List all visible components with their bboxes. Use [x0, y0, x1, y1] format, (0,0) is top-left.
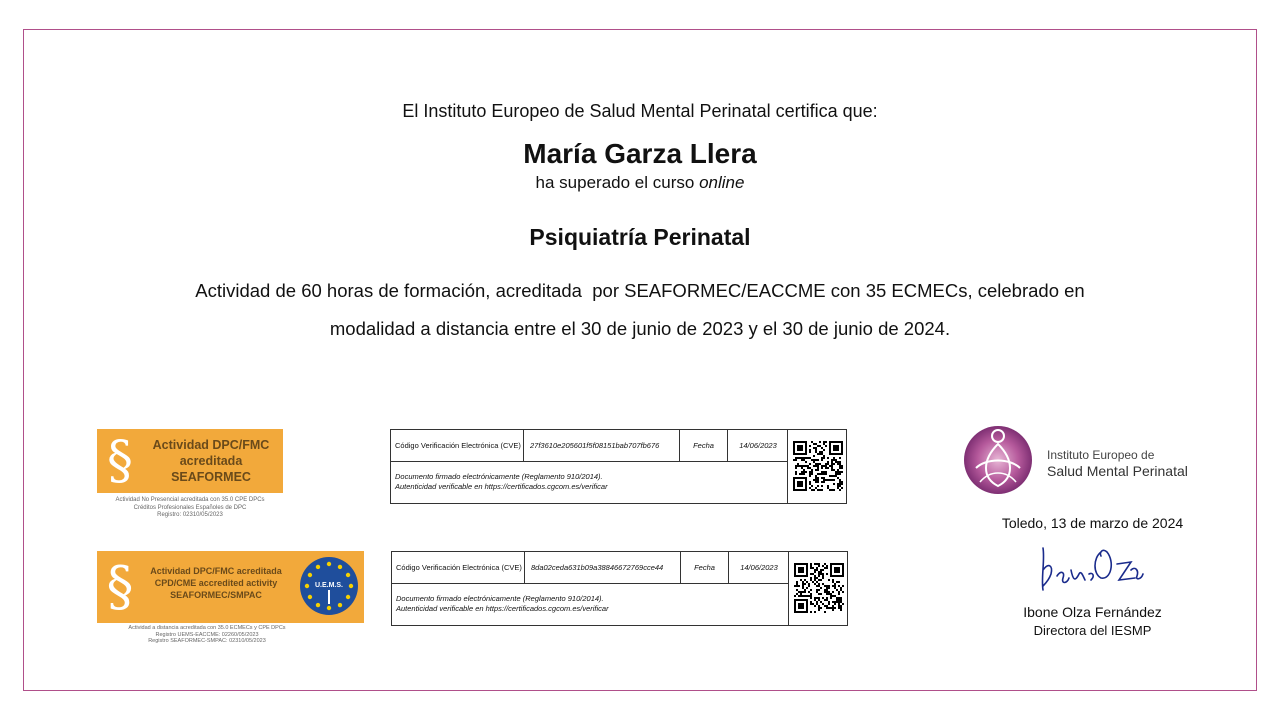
- cve-header-row: [391, 430, 788, 462]
- course-description: [0, 272, 1280, 348]
- eu-star: [305, 584, 309, 588]
- badge-fineprint-line-1: Actividad a distancia acreditada con 35.0 ECMECs y CPE DPCs: [128, 625, 286, 631]
- badge-title-line-1: Actividad DPC/FMC: [152, 438, 270, 452]
- badge-title-line-3: SEAFORMEC/SMPAC: [170, 590, 262, 600]
- passed-label: ha superado el curso: [535, 173, 695, 192]
- iesmp-logo-icon: [962, 420, 1032, 496]
- institute-name-line-2: Salud Mental Perinatal: [1047, 463, 1188, 479]
- badge-title-line-2: acreditada: [179, 454, 243, 468]
- eu-star: [316, 565, 320, 569]
- qr-code-icon: [794, 560, 844, 616]
- badge-title: [141, 437, 281, 485]
- course-title: Psiquiatría Perinatal: [529, 224, 751, 250]
- cve-doc-line-2: Autenticidad verificable en https://certificados.cgcom.es/verificar: [395, 482, 608, 491]
- cve-signature-row: [391, 462, 788, 503]
- badge-fineprint: [97, 497, 283, 520]
- signer-role: Directora del IESMP: [1033, 623, 1152, 638]
- section-sign-icon: §: [107, 431, 133, 491]
- recipient-name: María Garza Llera: [523, 138, 757, 169]
- description-line-1: Actividad de 60 horas de formación, acreditada por SEAFORMEC/EACCME con 35 ECMECs, celebrado en: [195, 280, 1085, 301]
- cve-date: 14/06/2023: [739, 441, 777, 450]
- seaformec-smpac-badge: [97, 551, 364, 651]
- cve-doc-line-1: Documento firmado electrónicamente (Reglamento 910/2014).: [396, 594, 604, 603]
- cve-doc-line-2: Autenticidad verificable en https://certificados.cgcom.es/verificar: [396, 604, 609, 613]
- badge-fineprint-line-2: Registro UEMS-EACCME: 02260/05/2023: [155, 631, 259, 638]
- cve-date: 14/06/2023: [740, 563, 778, 572]
- cve-date-label: Fecha: [680, 430, 728, 462]
- badge-title-line-3: SEAFORMEC: [171, 470, 251, 484]
- signer-name: Ibone Olza Fernández: [1023, 604, 1162, 620]
- eu-star: [327, 606, 331, 610]
- certificate-intro: El Instituto Europeo de Salud Mental Perinatal certifica que:: [402, 101, 878, 121]
- seaformec-badge: [97, 429, 283, 525]
- section-sign-icon: §: [106, 555, 134, 618]
- place-date: Toledo, 13 de marzo de 2024: [1001, 515, 1184, 531]
- eu-star: [338, 565, 342, 569]
- uems-eu-stars-icon: [299, 556, 359, 616]
- uems-label: U.E.M.S.: [314, 582, 344, 589]
- description-line-2: modalidad a distancia entre el 30 de junio de 2023 y el 30 de junio de 2024.: [329, 318, 951, 339]
- badge-title-line-1: Actividad DPC/FMC acreditada: [150, 566, 282, 576]
- badge-fineprint-line-2: Créditos Profesionales Españoles de DPC: [133, 504, 247, 511]
- cve-verification-box: [390, 429, 847, 504]
- badge-banner: [97, 551, 364, 623]
- cve-code: 27f3610e205601f5f08151bab707fb676: [524, 430, 680, 462]
- cve-label: Código Verificación Electrónica (CVE): [391, 430, 524, 462]
- cve-code: 8da02ceda631b09a38846672769cce44: [525, 552, 681, 584]
- eu-star: [338, 603, 342, 607]
- institute-name: [1047, 447, 1188, 479]
- cve-signature-row: [392, 584, 789, 625]
- cve-doc-line-1: Documento firmado electrónicamente (Reglamento 910/2014).: [395, 472, 603, 481]
- eu-star: [316, 603, 320, 607]
- institute-name-line-1: Instituto Europeo de: [1047, 448, 1155, 462]
- eu-star: [327, 562, 331, 566]
- eu-star: [349, 584, 353, 588]
- eu-star: [346, 573, 350, 577]
- badge-fineprint: [97, 625, 317, 645]
- cve-label: Código Verificación Electrónica (CVE): [392, 552, 525, 584]
- signature-icon: [1035, 540, 1145, 600]
- badge-title-line-2: CPD/CME accredited activity: [154, 578, 278, 588]
- cve-verification-box: [391, 551, 848, 626]
- eu-star: [346, 595, 350, 599]
- badge-banner: [97, 429, 283, 493]
- badge-title: [141, 565, 291, 601]
- badge-fineprint-line-3: Registro SEAFORMEC-SMPAC: 02310/05/2023: [148, 638, 266, 644]
- badge-fineprint-line-1: Actividad No Presencial acreditada con 35.0 CPE DPCs: [115, 497, 265, 503]
- eu-star: [308, 573, 312, 577]
- cve-date-label: Fecha: [681, 552, 729, 584]
- badge-fineprint-line-3: Registro: 02310/05/2023: [157, 512, 223, 518]
- eu-star: [308, 595, 312, 599]
- passed-mode: online: [699, 173, 745, 192]
- passed-text: [0, 173, 1280, 193]
- qr-code-icon: [793, 438, 843, 494]
- cve-header-row: [392, 552, 789, 584]
